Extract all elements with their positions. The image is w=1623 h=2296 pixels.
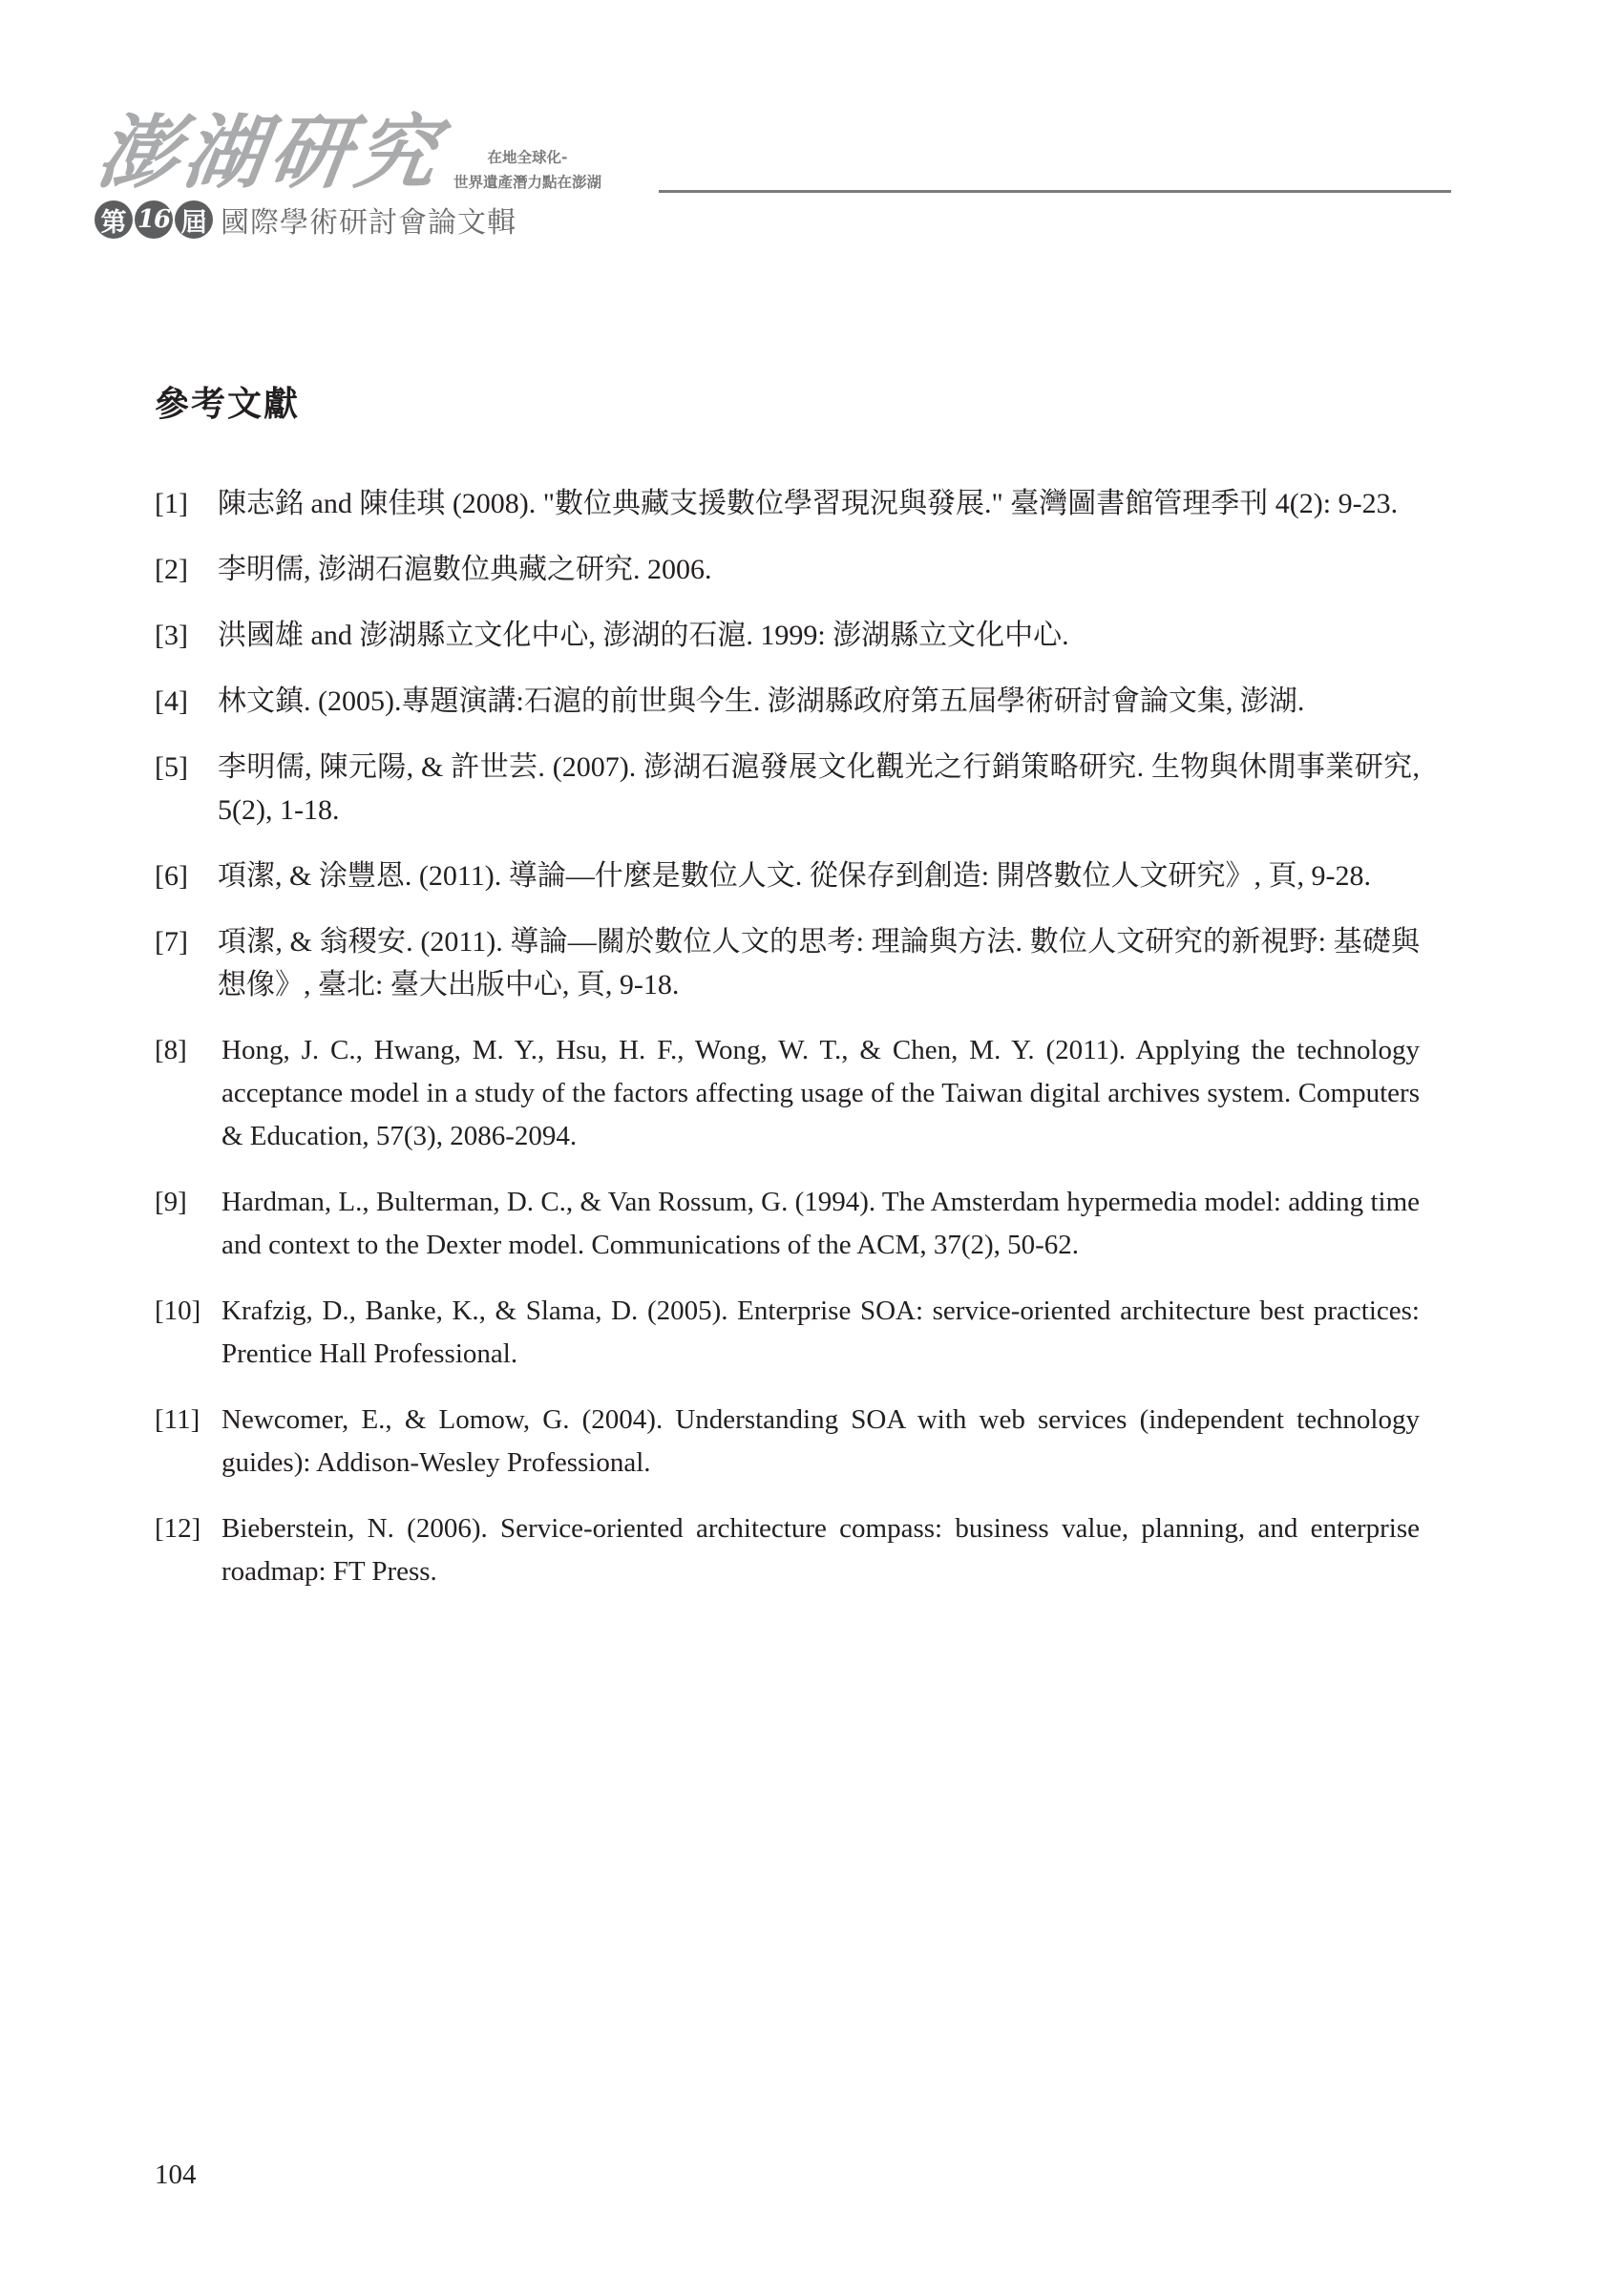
reference-text: Newcomer, E., & Lomow, G. (2004). Understanding SOA with web services (independent technology guides): Addison-Wesley Professional. — [221, 1404, 1420, 1478]
reference-item — [155, 1507, 1420, 1593]
reference-item — [155, 548, 1420, 591]
reference-item — [155, 482, 1420, 525]
reference-text: Krafzig, D., Banke, K., & Slama, D. (2005). Enterprise SOA: service-oriented architecture best practices: Prentice Hall Professional. — [221, 1295, 1420, 1369]
edition-badge-di: 第 — [95, 200, 133, 239]
edition-line — [95, 197, 516, 242]
tagline-line-2: 世界遺產潛力點在澎湖 — [453, 174, 602, 191]
reference-text: 項潔, & 翁稷安. (2011). 導論—關於數位人文的思考: 理論與方法. 數位人文研究的新視野: 基礎與想像》, 臺北: 臺大出版中心, 頁, 9-18. — [218, 926, 1420, 1001]
reference-number: [5] — [155, 751, 188, 783]
reference-text: Hong, J. C., Hwang, M. Y., Hsu, H. F., Wong, W. T., & Chen, M. Y. (2011). Applying the technology acceptance model in a study of the factors affecting usage of the Taiwan digital archives system. Computers & Education, 57(3), 2086-2094. — [221, 1035, 1420, 1151]
page-header — [91, 105, 1465, 258]
reference-number: [9] — [155, 1187, 187, 1217]
page-number: 104 — [155, 2159, 197, 2190]
section-title: 參考文獻 — [155, 384, 301, 424]
reference-text: 洪國雄 and 澎湖縣立文化中心, 澎湖的石滬. 1999: 澎湖縣立文化中心. — [218, 620, 1069, 651]
reference-item — [155, 614, 1420, 657]
journal-logo-title: 澎湖研究 — [92, 105, 450, 200]
reference-item — [155, 1029, 1420, 1158]
reference-number: [8] — [155, 1035, 187, 1065]
reference-text: Hardman, L., Bulterman, D. C., & Van Rossum, G. (1994). The Amsterdam hypermedia model: adding time and context to the Dexter model. Communications of the ACM, 37(2), 50-62. — [221, 1187, 1420, 1260]
reference-number: [10] — [155, 1295, 201, 1326]
reference-item — [155, 1399, 1420, 1485]
edition-badge-jie: 屆 — [175, 200, 213, 239]
reference-item — [155, 746, 1420, 832]
reference-text: 陳志銘 and 陳佳琪 (2008). "數位典藏支援數位學習現況與發展." 臺灣圖書館管理季刊 4(2): 9-23. — [218, 488, 1399, 519]
reference-number: [7] — [155, 926, 188, 958]
reference-number: [12] — [155, 1513, 201, 1544]
edition-text: 國際學術研討會論文輯 — [221, 206, 516, 240]
reference-number: [2] — [155, 554, 188, 585]
reference-item — [155, 680, 1420, 723]
reference-number: [4] — [155, 685, 188, 717]
reference-item — [155, 1290, 1420, 1376]
reference-item — [155, 920, 1420, 1006]
tagline-line-1: 在地全球化- — [487, 149, 568, 166]
reference-item — [155, 1181, 1420, 1267]
reference-number: [11] — [155, 1404, 200, 1435]
edition-badge-number: 16 — [135, 200, 173, 239]
reference-number: [6] — [155, 860, 188, 892]
reference-text: 李明儒, 陳元陽, & 許世芸. (2007). 澎湖石滬發展文化觀光之行銷策略研究. 生物與休閒事業研究, 5(2), 1-18. — [218, 751, 1420, 826]
reference-item — [155, 854, 1420, 897]
reference-text: 李明儒, 澎湖石滬數位典藏之研究. 2006. — [218, 554, 712, 585]
header-divider — [659, 190, 1451, 193]
reference-text: Bieberstein, N. (2006). Service-oriented architecture compass: business value, planning, and enterprise roadmap: FT Press. — [221, 1513, 1420, 1587]
reference-number: [3] — [155, 620, 188, 651]
reference-text: 林文鎮. (2005).專題演講:石滬的前世與今生. 澎湖縣政府第五屆學術研討會論文集, 澎湖. — [218, 685, 1305, 717]
reference-text: 項潔, & 涂豐恩. (2011). 導論—什麼是數位人文. 從保存到創造: 開啓數位人文研究》, 頁, 9-28. — [218, 860, 1372, 892]
header-tagline — [453, 145, 601, 195]
reference-number: [1] — [155, 488, 188, 519]
reference-list — [155, 482, 1420, 1616]
